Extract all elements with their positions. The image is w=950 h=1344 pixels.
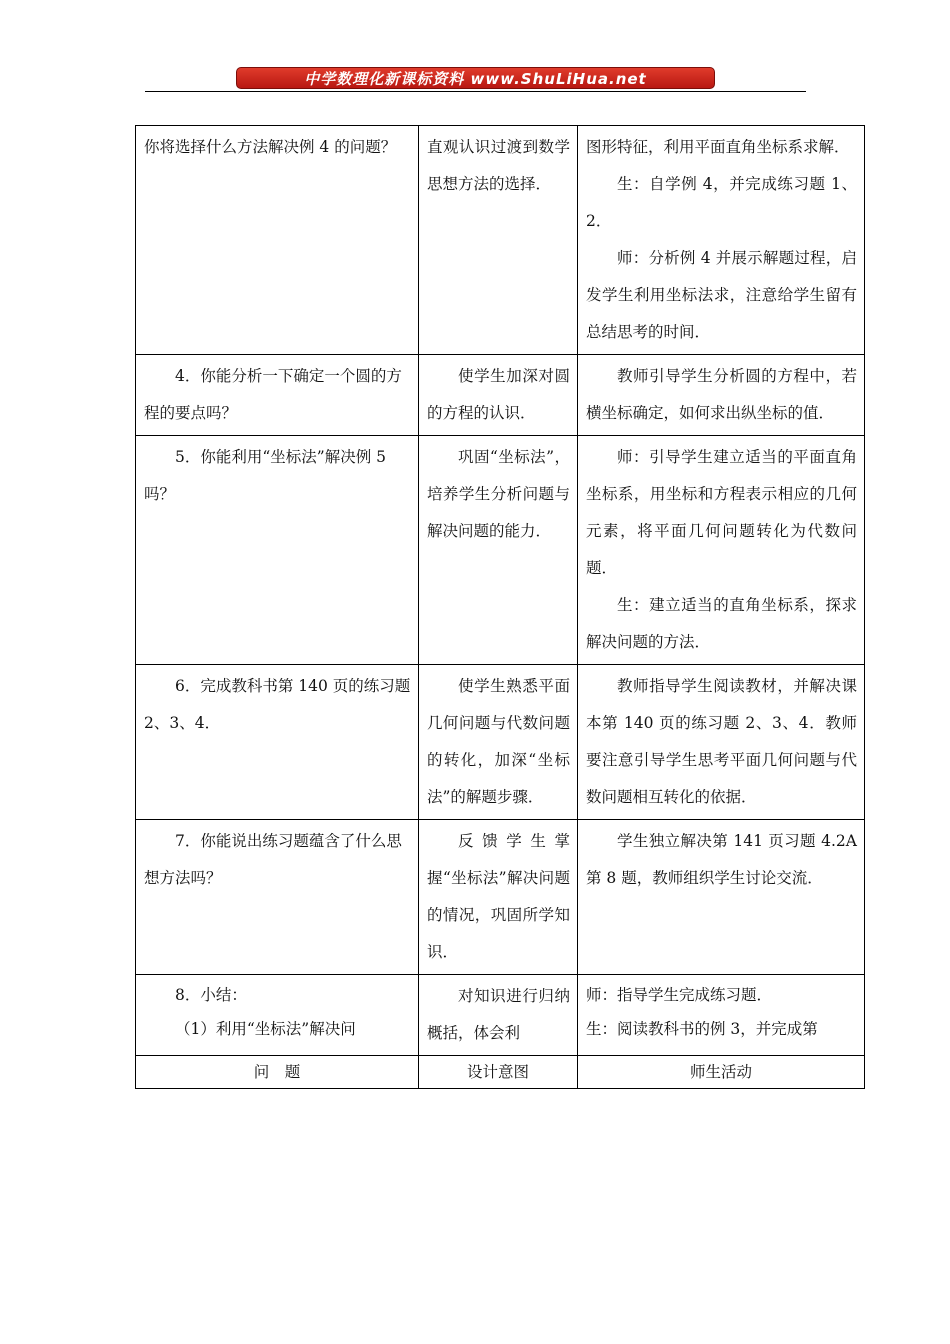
intent-cell: [419, 436, 578, 665]
column-header-intent: 设计意图: [419, 1056, 578, 1089]
question-cell: [136, 665, 419, 820]
activity-cell: [578, 975, 865, 1056]
question-cell: [136, 126, 419, 355]
intent-text: 直观认识过渡到数学思想方法的选择．: [427, 138, 570, 193]
activity-text: 师：指导学生完成练习题．: [586, 986, 773, 1004]
activity-text: 生：自学例 4，并完成练习题 1、2．: [586, 175, 857, 230]
activity-text: 教师指导学生阅读教材，并解决课本第 140 页的练习题 2、3、4．教师要注意引导学生思考平面几何问题与代数问题相互转化的依据．: [586, 677, 857, 806]
table-row: [136, 820, 865, 975]
table-row: [136, 975, 865, 1056]
question-text: 5．你能利用“坐标法”解决例 5 吗？: [144, 448, 386, 503]
intent-text: 巩固“坐标法”，培养学生分析问题与解决问题的能力．: [427, 448, 570, 540]
lesson-table: [135, 125, 865, 1089]
intent-text: 使学生加深对圆的方程的认识．: [427, 367, 570, 422]
activity-cell: [578, 665, 865, 820]
intent-text: 使学生熟悉平面几何问题与代数问题的转化，加深“坐标法”的解题步骤．: [427, 677, 570, 806]
header-rule: [145, 91, 806, 92]
column-header-question: 问 题: [136, 1056, 419, 1089]
column-header-activity: 师生活动: [578, 1056, 865, 1089]
intent-cell: [419, 975, 578, 1056]
question-cell: [136, 436, 419, 665]
question-text: 7．你能说出练习题蕴含了什么思想方法吗？: [144, 832, 402, 887]
activity-text: 生：阅读教科书的例 3，并完成第: [586, 1020, 818, 1038]
question-text: 6．完成教科书第 140 页的练习题 2、3、4．: [144, 677, 411, 732]
activity-cell: [578, 126, 865, 355]
intent-cell: [419, 820, 578, 975]
activity-cell: [578, 436, 865, 665]
intent-cell: [419, 355, 578, 436]
question-cell: [136, 355, 419, 436]
activity-cell: [578, 355, 865, 436]
question-text: 你将选择什么方法解决例 4 的问题？: [144, 138, 397, 156]
activity-text: 师：引导学生建立适当的平面直角坐标系，用坐标和方程表示相应的几何元素，将平面几何问题转化为代数问题．: [586, 448, 857, 577]
question-cell: [136, 975, 419, 1056]
intent-cell: [419, 665, 578, 820]
site-banner: 中学数理化新课标资料 www.ShuLiHua.net: [236, 67, 715, 89]
intent-text: 对知识进行归纳概括，体会利: [427, 987, 570, 1042]
intent-cell: [419, 126, 578, 355]
activity-text: 教师引导学生分析圆的方程中，若横坐标确定，如何求出纵坐标的值．: [586, 367, 857, 422]
question-text: 4．你能分析一下确定一个圆的方程的要点吗？: [144, 367, 402, 422]
question-cell: [136, 820, 419, 975]
activity-cell: [578, 820, 865, 975]
question-text: （1）利用“坐标法”解决问: [175, 1020, 356, 1038]
intent-text: 反馈学生掌握“坐标法”解决问题的情况，巩固所学知识．: [427, 832, 570, 961]
activity-text: 生：建立适当的直角坐标系，探求解决问题的方法．: [586, 596, 857, 651]
table-row: [136, 436, 865, 665]
table-row: [136, 665, 865, 820]
column-header-row: [136, 1056, 865, 1089]
activity-text: 师：分析例 4 并展示解题过程，启发学生利用坐标法求，注意给学生留有总结思考的时间．: [586, 249, 857, 341]
table-row: [136, 355, 865, 436]
question-text: 8．小结：: [175, 986, 247, 1004]
activity-text: 学生独立解决第 141 页习题 4.2A 第 8 题，教师组织学生讨论交流．: [586, 832, 857, 887]
table-row: [136, 126, 865, 355]
activity-text: 图形特征，利用平面直角坐标系求解．: [586, 138, 850, 156]
